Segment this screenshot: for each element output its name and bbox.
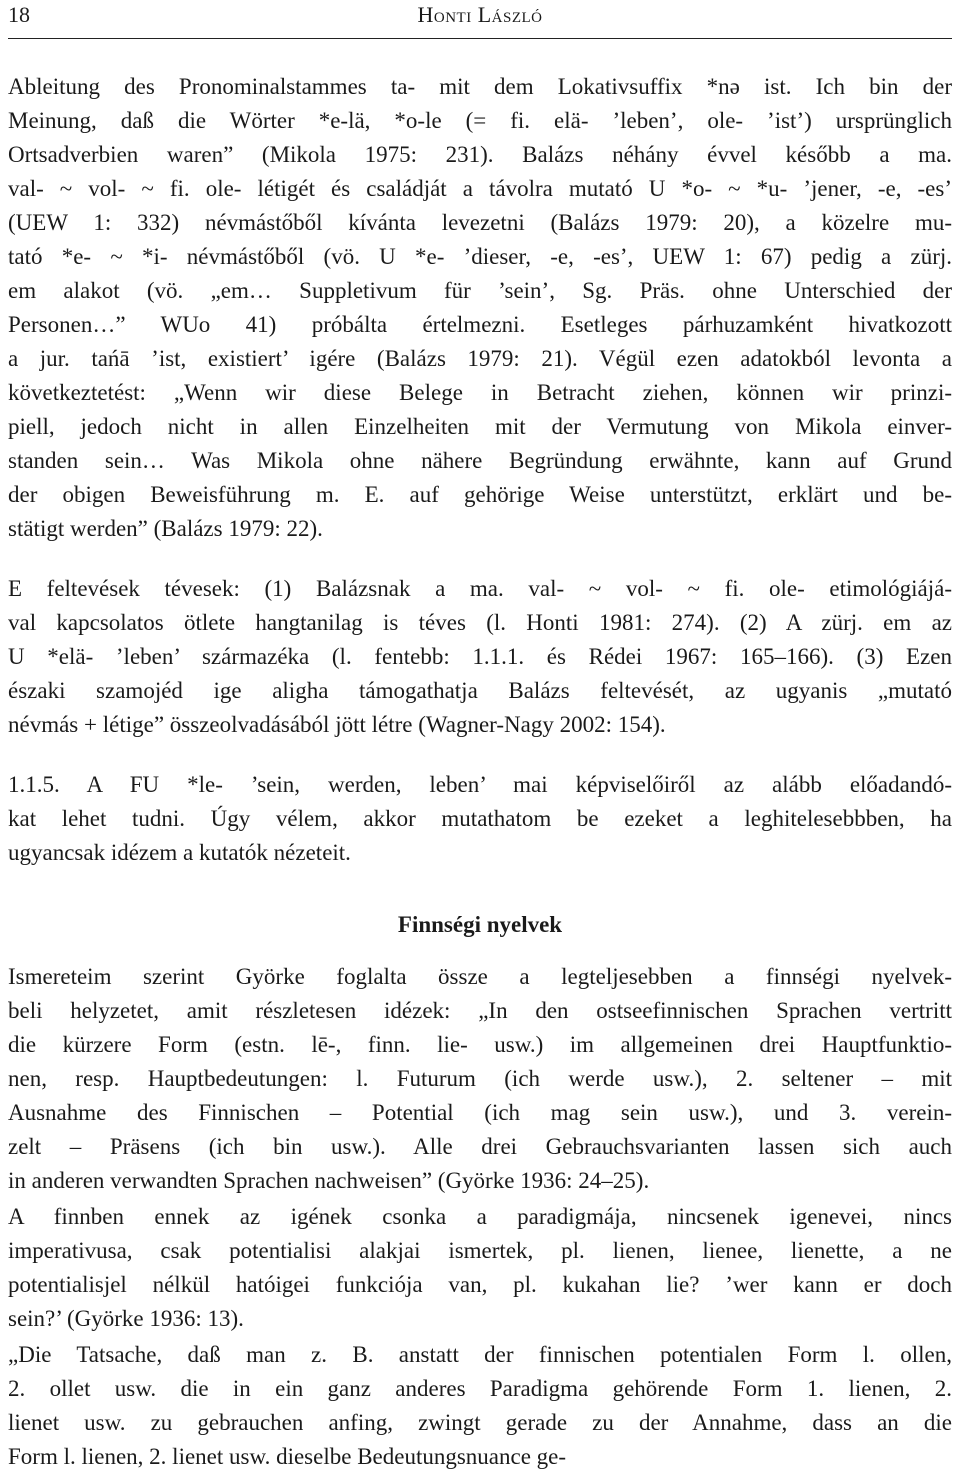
text-line: „Die Tatsache, daß man z. B. anstatt der finnischen potentialen Form l. ollen, <box>8 1342 952 1367</box>
text-line: A finnben ennek az igének csonka a paradigmája, nincsenek igenevei, nincs <box>8 1204 952 1229</box>
text-line: (UEW 1: 332) névmástőből kívánta levezetni (Balázs 1979: 20), a közelre mu- <box>8 210 952 235</box>
paragraph-3 <box>8 768 952 870</box>
text-line: in anderen verwandten Sprachen nachweisen” (Györke 1936: 24–25). <box>8 1168 650 1193</box>
text-line: em alakot (vö. „em… Suppletivum für ’sein’, Sg. Präs. ohne Unterschied der <box>8 278 952 303</box>
paragraph-4 <box>8 960 952 1198</box>
text-line: sein?’ (Györke 1936: 13). <box>8 1306 244 1331</box>
text-line: die kürzere Form (estn. lē-, finn. lie- usw.) im allgemeinen drei Hauptfunktio- <box>8 1032 952 1057</box>
text-line: 2. ollet usw. die in ein ganz anderes Paradigma gehörende Form 1. lienen, 2. <box>8 1376 952 1401</box>
text-line: 1.1.5. A FU *le- ’sein, werden, leben’ mai képviselőiről az alább előadandó- <box>8 772 952 797</box>
text-line: Ausnahme des Finnischen – Potential (ich mag sein usw.), und 3. verein- <box>8 1100 952 1125</box>
text-line: északi szamojéd ige aligha támogathatja Balázs feltevését, az ugyanis „mutató <box>8 678 952 703</box>
paragraph-5 <box>8 1200 952 1336</box>
text-line: nen, resp. Hauptbedeutungen: l. Futurum (ich werde usw.), 2. seltener – mit <box>8 1066 952 1091</box>
text-line: piell, jedoch nicht in allen Einzelheiten mit der Vermutung von Mikola einver- <box>8 414 952 439</box>
text-line: Meinung, daß die Wörter *e-lä, *o-le (= fi. elä- ’leben’, ole- ’ist’) ursprünglich <box>8 108 952 133</box>
text-line: a jur. tańā ’ist, existiert’ igére (Balázs 1979: 21). Végül ezen adatokból levonta a <box>8 346 952 371</box>
text-line: Ableitung des Pronominalstammes ta- mit dem Lokativsuffix *nǝ ist. Ich bin der <box>8 74 952 99</box>
paragraph-1 <box>8 70 952 546</box>
text-line: lienet usw. zu gebrauchen anfing, zwingt gerade zu der Annahme, dass an die <box>8 1410 952 1435</box>
text-line: zelt – Präsens (ich bin usw.). Alle drei Gebrauchsvarianten lassen sich auch <box>8 1134 952 1159</box>
page-number: 18 <box>8 2 30 27</box>
text-line: ugyancsak idézem a kutatók nézeteit. <box>8 840 351 865</box>
text-line: Ismereteim szerint Györke foglalta össze a legteljesebben a finnségi nyelvek- <box>8 964 952 989</box>
text-line: standen sein… Was Mikola ohne nähere Begründung erwähnte, kann auf Grund <box>8 448 952 473</box>
text-line: stätigt werden” (Balázs 1979: 22). <box>8 516 323 541</box>
text-line: következtetést: „Wenn wir diese Belege in Betracht ziehen, können wir prinzi- <box>8 380 952 405</box>
text-line: U *elä- ’leben’ származéka (l. fentebb: 1.1.1. és Rédei 1967: 165–166). (3) Ezen <box>8 644 952 669</box>
text-line: val- ~ vol- ~ fi. ole- létigét és családját a távolra mutató U *o- ~ *u- ’jener, -e, -es’ <box>8 176 952 201</box>
paragraph-2 <box>8 572 952 742</box>
text-line: tató *e- ~ *i- névmástőből (vö. U *e- ’dieser, -e, -es’, UEW 1: 67) pedig a zürj. <box>8 244 952 269</box>
text-line: potentialisjel nélkül hatóigei funkciója van, pl. kukahan lie? ’wer kann er doch <box>8 1272 952 1297</box>
text-line: kat lehet tudni. Úgy vélem, akkor mutathatom be ezeket a leghitelesebbben, ha <box>8 806 952 831</box>
text-line: beli helyzetet, amit részletesen idézek: „In den ostseefinnischen Sprachen vertritt <box>8 998 952 1023</box>
text-line: imperativusa, csak potentialisi alakjai ismertek, pl. lienen, lienee, lienette, a ne <box>8 1238 952 1263</box>
text-line: Form l. lienen, 2. lienet usw. dieselbe Bedeutungsnuance ge- <box>8 1444 567 1469</box>
text-line: val kapcsolatos ötlete hangtanilag is téves (l. Honti 1981: 274). (2) A zürj. em az <box>8 610 952 635</box>
text-line: Personen…” WUo 41) próbálta értelmezni. Esetleges párhuzamként hivatkozott <box>8 312 952 337</box>
text-line: névmás + létige” összeolvadásából jött létre (Wagner-Nagy 2002: 154). <box>8 712 666 737</box>
running-head: Honti László <box>417 2 543 27</box>
paragraph-6 <box>8 1338 952 1474</box>
page-header <box>8 0 952 39</box>
section-heading: Finnségi nyelvek <box>397 912 563 937</box>
text-line: Ortsadverbien waren” (Mikola 1975: 231). Balázs néhány évvel később a ma. <box>8 142 952 167</box>
text-line: der obigen Beweisführung m. E. auf gehörige Weise unterstützt, erklärt und be- <box>8 482 952 507</box>
text-line: E feltevések tévesek: (1) Balázsnak a ma. val- ~ vol- ~ fi. ole- etimológiájá- <box>8 576 952 601</box>
